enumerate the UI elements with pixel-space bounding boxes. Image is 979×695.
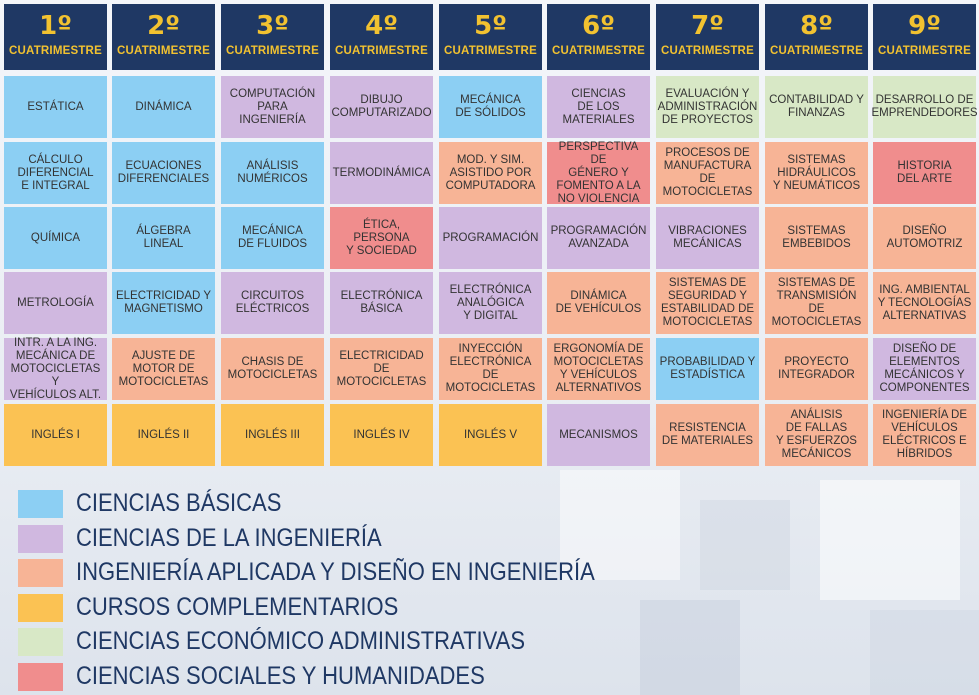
course-cell: QUÍMICA [4,207,107,269]
semester-number: 3º [256,11,289,41]
course-cell: RESISTENCIA DE MATERIALES [656,404,759,466]
course-cell: DINÁMICA DE VEHÍCULOS [547,272,650,334]
course-cell: MECANISMOS [547,404,650,466]
course-cell: INGLÉS II [112,404,215,466]
legend-item [18,523,578,554]
course-cell: PROBABILIDAD Y ESTADÍSTICA [656,338,759,400]
course-cell: ELECTRICIDAD DE MOTOCICLETAS [330,338,433,400]
semester-number: 4º [365,11,398,41]
course-cell: METROLOGÍA [4,272,107,334]
semester-number: 8º [800,11,833,41]
course-cell: PERSPECTIVA DE GÉNERO Y FOMENTO A LA NO VIOLENCIA [547,142,650,204]
legend-swatch [18,663,63,691]
course-cell: VIBRACIONES MECÁNICAS [656,207,759,269]
course-cell: COMPUTACIÓN PARA INGENIERÍA [221,76,324,138]
semester-word: CUATRIMESTRE [335,45,428,57]
legend-item [18,557,595,588]
semester-header [547,4,650,70]
course-cell: INTR. A LA ING. MECÁNICA DE MOTOCICLETAS Y VEHÍCULOS ALT. [4,338,107,400]
semester-word: CUATRIMESTRE [9,45,102,57]
course-cell: ELECTRÓNICA ANALÓGICA Y DIGITAL [439,272,542,334]
legend-label: CIENCIAS BÁSICAS [76,489,282,517]
semester-word: CUATRIMESTRE [444,45,537,57]
legend-item [18,592,578,623]
course-cell: ÉTICA, PERSONA Y SOCIEDAD [330,207,433,269]
legend-item [18,626,578,657]
semester-number: 2º [147,11,180,41]
semester-word: CUATRIMESTRE [770,45,863,57]
semester-number: 9º [908,11,941,41]
course-cell: AJUSTE DE MOTOR DE MOTOCICLETAS [112,338,215,400]
course-cell: INGLÉS IV [330,404,433,466]
course-cell: PROYECTO INTEGRADOR [765,338,868,400]
course-cell: MECÁNICA DE SÓLIDOS [439,76,542,138]
course-cell: INYECCIÓN ELECTRÓNICA DE MOTOCICLETAS [439,338,542,400]
course-cell: SISTEMAS EMBEBIDOS [765,207,868,269]
course-cell: ANÁLISIS DE FALLAS Y ESFUERZOS MECÁNICOS [765,404,868,466]
course-cell: INGENIERÍA DE VEHÍCULOS ELÉCTRICOS E HÍBRIDOS [873,404,976,466]
semester-header [221,4,324,70]
course-cell: ERGONOMÍA DE MOTOCICLETAS Y VEHÍCULOS ALTERNATIVOS [547,338,650,400]
semester-word: CUATRIMESTRE [878,45,971,57]
course-cell: CÁLCULO DIFERENCIAL E INTEGRAL [4,142,107,204]
semester-header [4,4,107,70]
course-cell: DINÁMICA [112,76,215,138]
course-cell: DESARROLLO DE EMPRENDEDORES [873,76,976,138]
legend-swatch [18,559,63,587]
semester-word: CUATRIMESTRE [661,45,754,57]
legend-swatch [18,594,63,622]
course-cell: EVALUACIÓN Y ADMINISTRACIÓN DE PROYECTOS [656,76,759,138]
course-cell: ELECTRICIDAD Y MAGNETISMO [112,272,215,334]
course-cell: ANÁLISIS NUMÉRICOS [221,142,324,204]
course-cell: CIENCIAS DE LOS MATERIALES [547,76,650,138]
course-cell: PROCESOS DE MANUFACTURA DE MOTOCICLETAS [656,142,759,204]
course-cell: DISEÑO DE ELEMENTOS MECÁNICOS Y COMPONENTES [873,338,976,400]
course-cell: SISTEMAS DE TRANSMISIÓN DE MOTOCICLETAS [765,272,868,334]
legend-label: CIENCIAS DE LA INGENIERÍA [76,523,382,552]
semester-header [330,4,433,70]
legend-label: CIENCIAS SOCIALES Y HUMANIDADES [76,661,485,690]
course-cell: TERMODINÁMICA [330,142,433,204]
legend-item [18,488,578,519]
semester-header [656,4,759,70]
semester-number: 5º [474,11,507,41]
semester-header-row [0,4,979,70]
course-cell: CIRCUITOS ELÉCTRICOS [221,272,324,334]
semester-header [439,4,542,70]
legend-item [18,661,578,692]
course-cell: HISTORIA DEL ARTE [873,142,976,204]
legend-swatch [18,490,63,518]
semester-header [765,4,868,70]
course-cell: DIBUJO COMPUTARIZADO [330,76,433,138]
course-cell: DISEÑO AUTOMOTRIZ [873,207,976,269]
legend-swatch [18,525,63,553]
semester-number: 6º [582,11,615,41]
course-cell: SISTEMAS HIDRÁULICOS Y NEUMÁTICOS [765,142,868,204]
semester-header [112,4,215,70]
semester-number: 1º [39,11,72,41]
semester-word: CUATRIMESTRE [117,45,210,57]
course-cell: PROGRAMACIÓN [439,207,542,269]
semester-word: CUATRIMESTRE [552,45,645,57]
course-cell: ELECTRÓNICA BÁSICA [330,272,433,334]
course-cell: INGLÉS III [221,404,324,466]
course-cell: ECUACIONES DIFERENCIALES [112,142,215,204]
course-cell: ING. AMBIENTAL Y TECNOLOGÍAS ALTERNATIVAS [873,272,976,334]
course-cell: MOD. Y SIM. ASISTIDO POR COMPUTADORA [439,142,542,204]
course-cell: PROGRAMACIÓN AVANZADA [547,207,650,269]
course-cell: CONTABILIDAD Y FINANZAS [765,76,868,138]
course-cell: MECÁNICA DE FLUIDOS [221,207,324,269]
course-cell: ESTÁTICA [4,76,107,138]
course-grid [0,76,979,468]
legend-label: CIENCIAS ECONÓMICO ADMINISTRATIVAS [76,627,526,655]
legend-label: CURSOS COMPLEMENTARIOS [76,592,399,621]
course-cell: CHASIS DE MOTOCICLETAS [221,338,324,400]
legend-swatch [18,628,63,656]
semester-header [873,4,976,70]
semester-number: 7º [691,11,724,41]
legend-label: INGENIERÍA APLICADA Y DISEÑO EN INGENIERÍA [76,558,595,586]
course-cell: INGLÉS V [439,404,542,466]
semester-word: CUATRIMESTRE [226,45,319,57]
course-cell: SISTEMAS DE SEGURIDAD Y ESTABILIDAD DE MOTOCICLETAS [656,272,759,334]
course-cell: ÁLGEBRA LINEAL [112,207,215,269]
course-cell: INGLÉS I [4,404,107,466]
